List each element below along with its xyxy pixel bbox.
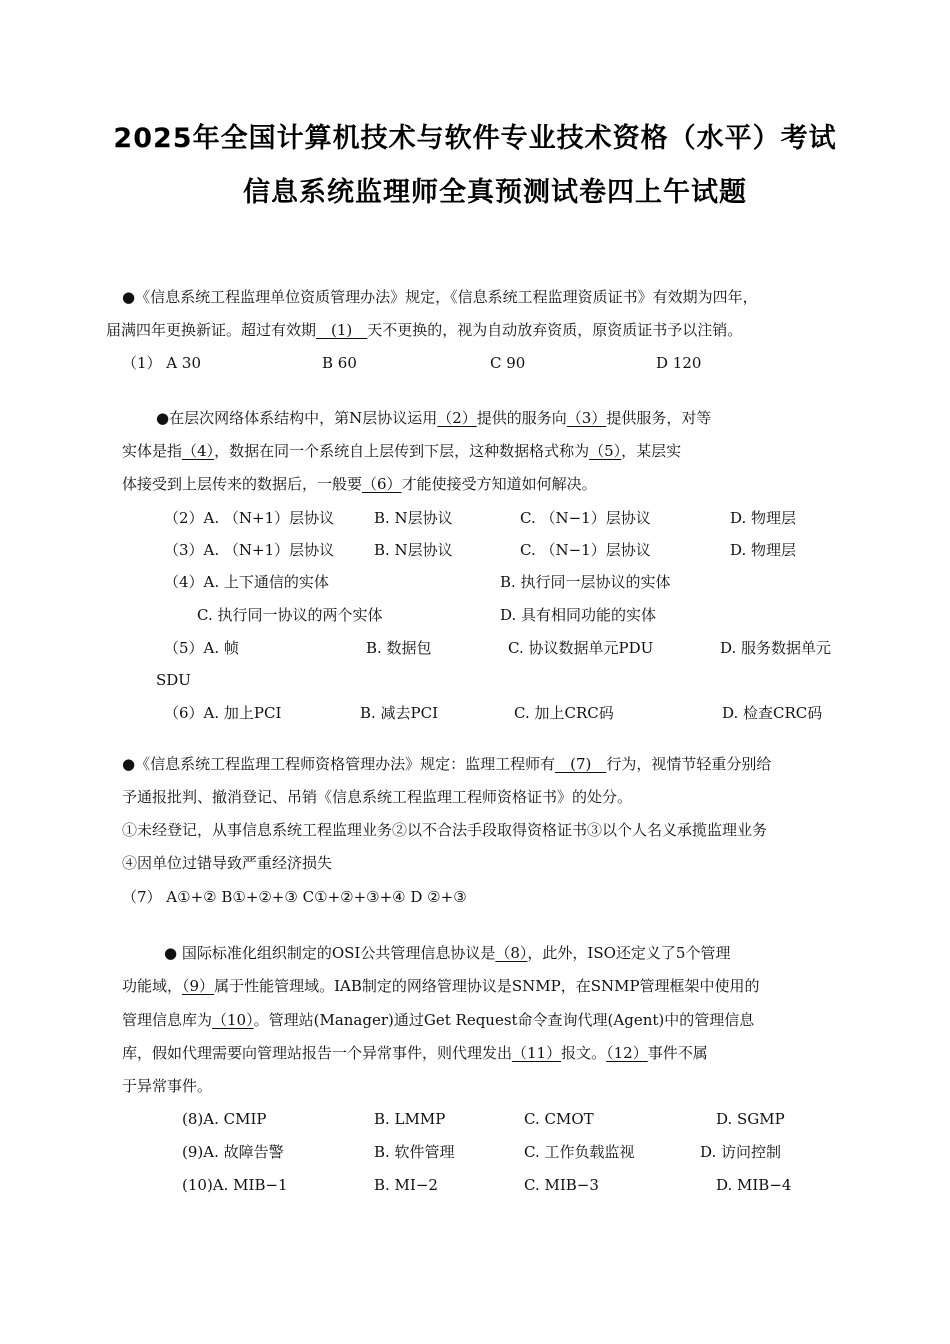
q2-o6-d: D. 检查CRC码 <box>722 704 823 722</box>
q4-o10-b: B. MI−2 <box>374 1176 438 1194</box>
q2-blank-3: （3） <box>566 409 607 427</box>
q2-o6-c: C. 加上CRC码 <box>514 704 614 722</box>
q2-blank-6: （6） <box>362 475 402 493</box>
q3-text: 行为，视情节轻重分别给 <box>606 755 772 773</box>
q4-o10-c: C. MIB−3 <box>524 1176 599 1194</box>
q2-blank-2: （2） <box>437 409 477 427</box>
q1-text-a: 届满四年更换新证。超过有效期 <box>106 321 317 339</box>
q1-blank-1: __(1)__ <box>316 321 368 339</box>
q4-text: 库，假如代理需要向管理站报告一个异常事件，则代理发出 <box>122 1044 513 1062</box>
q2-o5-c: C. 协议数据单元PDU <box>508 639 654 657</box>
q4-o8-a: (8)A. CMIP <box>182 1110 267 1128</box>
q4-blank-8: （8） <box>495 944 528 962</box>
q3-line3: ①未经登记，从事信息系统工程监理业务②以不合法手段取得资格证书③以个人名义承揽监理业务 <box>122 821 768 839</box>
q4-line3 <box>122 1009 754 1031</box>
q4-text: ，此外，ISO还定义了5个管理 <box>527 944 731 962</box>
q4-text: 属于性能管理域。IAB制定的网络管理协议是SNMP，在SNMP管理框架中使用的 <box>214 977 760 995</box>
q4-o8-d: D. SGMP <box>716 1110 785 1128</box>
q2-o6-b: B. 减去PCI <box>360 704 439 722</box>
exam-title-line2: 信息系统监理师全真预测试卷四上午试题 <box>243 177 747 208</box>
q2-text: 实体是指 <box>122 442 183 460</box>
q4-text: 功能域， <box>122 977 183 995</box>
q1-option-d: D 120 <box>656 354 702 372</box>
q3-text: ●《信息系统工程监理工程师资格管理办法》规定：监理工程师有 <box>122 755 556 773</box>
q2-o4-d: D. 具有相同功能的实体 <box>500 606 657 624</box>
q4-text: 报文。 <box>561 1044 607 1062</box>
q2-o5-d-cont: SDU <box>156 671 191 689</box>
q2-text: ，某层实 <box>621 442 682 460</box>
q4-blank-11: （11） <box>512 1044 562 1062</box>
q2-o3-c: C. （N−1）层协议 <box>520 541 651 559</box>
q2-text: 才能使接受方知道如何解决。 <box>401 475 597 493</box>
q2-line2 <box>122 440 681 462</box>
q4-o10-d: D. MIB−4 <box>716 1176 792 1194</box>
q2-text: 体接受到上层传来的数据后，一般要 <box>122 475 363 493</box>
q2-o5-d: D. 服务数据单元 <box>720 639 832 657</box>
q4-text: ● 国际标准化组织制定的OSI公共管理信息协议是 <box>164 944 496 962</box>
q2-o4-b: B. 执行同一层协议的实体 <box>500 573 671 591</box>
q4-o9-d: D. 访问控制 <box>700 1143 782 1161</box>
q2-line3 <box>122 473 597 495</box>
q3-blank-7: __(7)__ <box>555 755 607 773</box>
q1-option-b: B 60 <box>322 354 357 372</box>
q4-o9-b: B. 软件管理 <box>374 1143 455 1161</box>
q2-o2-a: （2）A. （N+1）层协议 <box>164 509 335 527</box>
q1-line2 <box>106 319 742 341</box>
q2-o6-a: （6）A. 加上PCI <box>164 704 282 722</box>
q4-line2 <box>122 975 760 997</box>
q4-o8-b: B. LMMP <box>374 1110 446 1128</box>
q2-blank-4: （4） <box>182 442 215 460</box>
q1-text-b: 天不更换的，视为自动放弃资质，原资质证书予以注销。 <box>367 321 743 339</box>
q4-line1 <box>164 942 730 964</box>
q2-o5-b: B. 数据包 <box>366 639 432 657</box>
q3-options: （7） A①+② B①+②+③ C①+②+③+④ D ②+③ <box>122 888 467 906</box>
q2-o4-a: （4）A. 上下通信的实体 <box>164 573 329 591</box>
q3-line2: 予通报批判、撤消登记、吊销《信息系统工程监理工程师资格证书》的处分。 <box>122 788 633 806</box>
q2-o3-a: （3）A. （N+1）层协议 <box>164 541 335 559</box>
q4-line4 <box>122 1042 708 1064</box>
q4-o8-c: C. CMOT <box>524 1110 594 1128</box>
q2-line1 <box>156 407 711 429</box>
q4-blank-12: （12） <box>606 1044 648 1062</box>
q4-line5: 于异常事件。 <box>122 1077 213 1095</box>
exam-title-line1: 2025年全国计算机技术与软件专业技术资格（水平）考试 <box>113 123 837 154</box>
q1-option-a: （1） A 30 <box>122 354 201 372</box>
q4-o9-a: (9)A. 故障告警 <box>182 1143 284 1161</box>
q4-blank-9: （9） <box>182 977 215 995</box>
q3-line4: ④因单位过错导致严重经济损失 <box>122 854 333 872</box>
q4-o9-c: C. 工作负载监视 <box>524 1143 635 1161</box>
q4-text: 管理信息库为 <box>122 1011 213 1029</box>
q2-text: ●在层次网络体系结构中，第N层协议运用 <box>156 409 438 427</box>
q2-o4-c: C. 执行同一协议的两个实体 <box>197 606 383 624</box>
q1-option-c: C 90 <box>490 354 526 372</box>
q2-text: 提供服务，对等 <box>606 409 712 427</box>
q4-text: 。管理站(Manager)通过Get Request命令查询代理(Agent)中的管理信息 <box>253 1011 755 1029</box>
q4-text: 事件不属 <box>647 1044 708 1062</box>
q2-o3-d: D. 物理层 <box>730 541 797 559</box>
q4-blank-10: （10） <box>212 1011 254 1029</box>
q2-blank-5: （5） <box>589 442 622 460</box>
q2-text: 提供的服务向 <box>476 409 567 427</box>
q2-o2-b: B. N层协议 <box>374 509 453 527</box>
q2-o5-a: （5）A. 帧 <box>164 639 239 657</box>
q2-o2-c: C. （N−1）层协议 <box>520 509 651 527</box>
q4-o10-a: (10)A. MIB−1 <box>182 1176 288 1194</box>
q1-line1: ●《信息系统工程监理单位资质管理办法》规定，《信息系统工程监理资质证书》有效期为四年， <box>122 288 758 306</box>
q2-o2-d: D. 物理层 <box>730 509 797 527</box>
q2-o3-b: B. N层协议 <box>374 541 453 559</box>
q2-text: ，数据在同一个系统自上层传到下层，这种数据格式称为 <box>214 442 590 460</box>
q3-line1 <box>122 753 771 775</box>
